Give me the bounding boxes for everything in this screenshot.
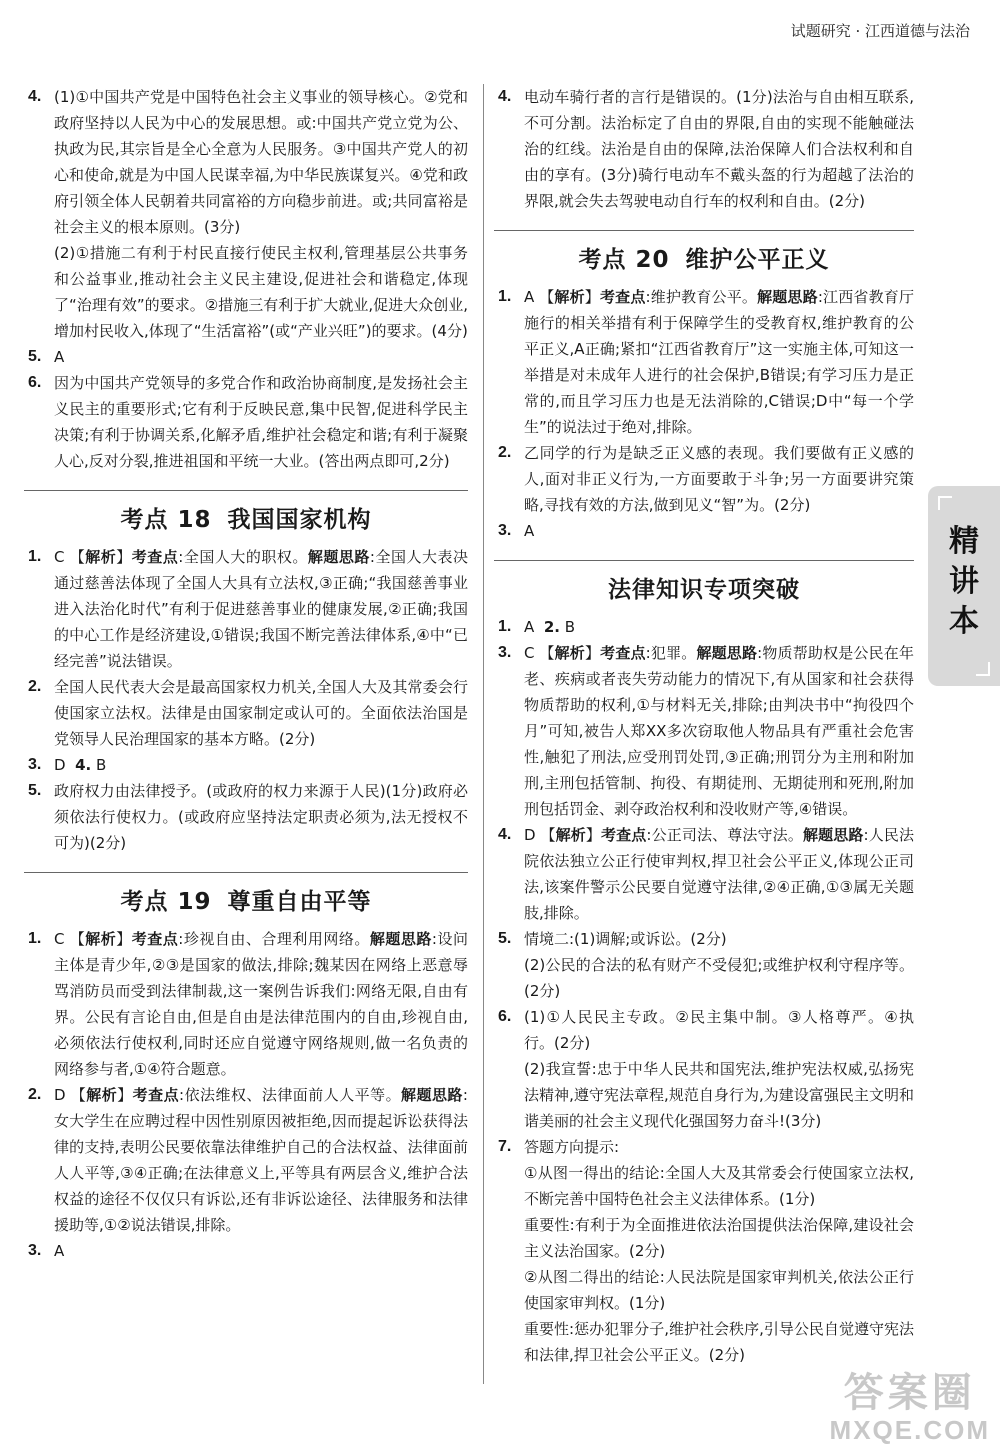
answer-item: [24, 84, 468, 344]
punct: 】: [116, 548, 132, 566]
answer-item: [494, 84, 914, 214]
section-rule: [494, 230, 914, 231]
item-number: 1.: [28, 548, 42, 565]
section-title-law: 法律知识专项突破: [608, 577, 800, 603]
answer-text: :犯罪。: [645, 644, 697, 662]
watermark-logo: [830, 1371, 990, 1446]
answer-text: B: [96, 756, 107, 774]
item-number: 1.: [498, 288, 512, 305]
keyword: 考查点: [601, 826, 647, 844]
bracket-icon: [976, 662, 990, 676]
answer-text: :物质帮助权是公民在年老、疾病或者丧失劳动能力的情况下,有从国家和社会获得物质帮助的权利,①与材料无关,排除;由判决书中“拘役四个月”可知,被告人郑XX多次窃取他人物品具有严重社会危害性,触犯了刑法,应受刑罚处罚,③正确;刑罚分为主刑和附加刑,主刑包括管制、拘役、有期徒刑、无期徒刑和死刑,附加刑包括罚金、剥夺政治权利和没收财产等,④错误。: [524, 644, 914, 818]
keyword: 考查点: [132, 1086, 180, 1104]
answer-text: (2)公民的合法的私有财产不受侵犯;或维护权利守程序等。(2分): [524, 956, 914, 1000]
answer-text: 因为中国共产党领导的多党合作和政治协商制度,是发扬社会主义民主的重要形式;它有利于反映民意,集中民智,促进科学民主决策;有利于协调关系,化解矛盾,维护社会稳定和谐;有利于凝聚人心,反对分裂,推进祖国和平统一大业。(答出两点即可,2分): [54, 374, 468, 470]
punct: 】: [117, 1086, 133, 1104]
keyword: 解析: [554, 288, 585, 306]
answer-text: A: [524, 522, 535, 540]
answer-item: [494, 822, 914, 926]
answer-item: [494, 440, 914, 518]
answer-text: :江西省教育厅施行的相关举措有利于保障学生的受教育权,维护教育的公平正义,A正确;紧扣“江西省教育厅”这一实施主体,可知这一举措是对未成年人进行的社会保护,B错误;有学习压力是正常的,而且学习压力也是无法消除的,C错误;D中“每一个学生”的说法过于绝对,排除。: [524, 288, 914, 436]
answer-item: [24, 370, 468, 474]
keyword: 考查点: [131, 548, 179, 566]
answer-item: [24, 674, 468, 752]
keyword: 解题思路: [369, 930, 432, 948]
answer-text: A: [524, 618, 535, 636]
answer-text: (1)①人民民主专政。②民主集中制。③人格尊严。④执行。(2分): [524, 1008, 914, 1052]
answer-choice: D 【: [54, 1086, 87, 1104]
answer-text: 电动车骑行者的言行是错误的。(1分)法治与自由相互联系,不可分割。法治标定了自由的界限,自由的实现不能触碰法治的红线。法治是自由的保障,法治保障人们合法权利和自由的享有。(3分)骑行电动车不戴头盔的行为超越了法治的界限,就会失去驾驶电动自行车的权利和自由。(2分): [524, 88, 914, 210]
keyword: 解析: [85, 930, 117, 948]
watermark-url: MXQE.COM: [829, 1415, 990, 1445]
answer-item: [494, 640, 914, 822]
section-rule: [494, 560, 914, 561]
item-number: 3.: [498, 522, 512, 539]
answer-item: [24, 544, 468, 674]
answer-text: ①从图一得出的结论:全国人大及其常委会行使国家立法权,不断完善中国特色社会主义法律体系。(1分): [524, 1164, 914, 1208]
keyword: 考查点: [599, 288, 646, 306]
answer-text: 全国人民代表大会是最高国家权力机关,全国人大及其常委会行使国家立法权。法律是由国家制定或认可的。全面依法治国是党领导人民治理国家的基本方略。(2分): [54, 678, 468, 748]
answer-text: 乙同学的行为是缺乏正义感的表现。我们要做有正义感的人,面对非正义行为,一方面要敢于斗争;另一方面要讲究策略,寻找有效的方法,做到见义“智”为。(2分): [524, 444, 914, 514]
item-number: 2.: [28, 1086, 42, 1103]
answer-text: :依法维权、法律面前人人平等。: [179, 1086, 402, 1104]
item-number: 2.: [543, 618, 560, 636]
item-number: 5.: [28, 348, 42, 365]
item-number: 2.: [28, 678, 42, 695]
section-title-20: [494, 241, 914, 274]
item-number: 4.: [28, 88, 42, 105]
section-number: 考点 19: [120, 889, 212, 915]
answer-text: :全国人大的职权。: [178, 548, 308, 566]
punct: 】: [584, 644, 601, 662]
keyword: 考查点: [131, 930, 179, 948]
answer-text: B: [564, 618, 576, 636]
item-number: 3.: [28, 1242, 42, 1259]
answer-choice: D 【: [524, 826, 556, 844]
right-column: [494, 84, 914, 1368]
answer-text: :全国人大表决通过慈善法体现了全国人大具有立法权,③正确;“我国慈善事业进入法治化时代”有利于促进慈善事业的健康发展,②正确;我国的中心工作是经济建设,①错误;我国不断完善法律体系,④中“已经完善”说法错误。: [54, 548, 468, 670]
running-header: 试题研究 · 江西道德与法治: [790, 22, 970, 40]
keyword: 解题思路: [696, 644, 758, 662]
watermark-text: 答案圈: [843, 1371, 976, 1415]
bracket-icon: [938, 496, 952, 510]
answer-item: [494, 1134, 914, 1368]
item-number: 4.: [75, 756, 92, 774]
answer-text: 政府权力由法律授予。(或政府的权力来源于人民)(1分)政府必须依法行使权力。(或政府应坚持法定职责必须为,法无授权不可为)(2分): [54, 782, 468, 852]
answer-item: [494, 926, 914, 1004]
item-number: 4.: [498, 826, 512, 843]
answer-item: [24, 752, 468, 778]
answer-choice: A 【: [524, 288, 555, 306]
answer-item: [494, 614, 914, 640]
answer-text: A: [54, 1242, 65, 1260]
answer-item: [494, 1004, 914, 1134]
answer-text: (2)①措施二有利于村民直接行使民主权利,管理基层公共事务和公益事业,推动社会主义民主建设,促进社会和谐稳定,体现了“治理有效”的要求。②措施三有利于扩大就业,促进大众创业,增加村民收入,体现了“生活富裕”(或“产业兴旺”)的要求。(4分): [54, 244, 468, 340]
section-rule: [24, 490, 468, 491]
answer-text: (2)我宣誓:忠于中华人民共和国宪法,维护宪法权威,弘扬宪法精神,遵守宪法章程,规范自身行为,为建设富强民主文明和谐美丽的社会主义现代化强国努力奋斗!(3分): [524, 1060, 914, 1130]
answer-text: :人民法院依法独立公正行使审判权,捍卫社会公平正义,体现公正司法,该案件警示公民要自觉遵守法律,②④正确,①③属无关题肢,排除。: [524, 826, 914, 922]
item-number: 3.: [28, 756, 42, 773]
keyword: 解析: [554, 644, 585, 662]
keyword: 解析: [555, 826, 586, 844]
item-number: 5.: [498, 930, 512, 947]
keyword: 解析: [86, 1086, 118, 1104]
keyword: 考查点: [600, 644, 646, 662]
section-number: 考点 18: [120, 507, 212, 533]
answer-item: [24, 778, 468, 856]
item-number: 1.: [498, 618, 512, 635]
item-number: 7.: [498, 1138, 512, 1155]
section-rule: [24, 872, 468, 873]
answer-text: D: [54, 756, 66, 774]
left-column: [24, 84, 468, 1264]
keyword: 解题思路: [401, 1086, 463, 1104]
answer-text: (1)①中国共产党是中国特色社会主义事业的领导核心。②党和政府坚持以人民为中心的发展思想。或:中国共产党立党为公、执政为民,其宗旨是全心全意为人民服务。③中国共产党人的初心和使命,就是为中国人民谋幸福,为中华民族谋复兴。④党和政府引领全体人民朝着共同富裕的方向稳步前进。或;共同富裕是社会主义的根本原则。(3分): [54, 88, 468, 236]
punct: 】: [116, 930, 132, 948]
section-title-19: [24, 883, 468, 916]
item-number: 6.: [498, 1008, 512, 1025]
answer-text: 重要性:有利于为全面推进依法治国提供法治保障,建设社会主义法治国家。(2分): [524, 1216, 914, 1260]
answer-choice: C 【: [524, 644, 555, 662]
answer-choice: C 【: [54, 930, 86, 948]
answer-text: :维护教育公平。: [645, 288, 758, 306]
side-tab-label: 精 讲 本: [949, 524, 979, 639]
keyword: 解析: [85, 548, 117, 566]
answer-text: 情境二:(1)调解;或诉讼。(2分): [524, 930, 727, 948]
keyword: 解题思路: [757, 288, 818, 306]
punct: 】: [584, 288, 600, 306]
side-tab: [928, 486, 1000, 686]
answer-text: ②从图二得出的结论:人民法院是国家审判机关,依法公正行使国家审判权。(1分): [524, 1268, 914, 1312]
item-number: 5.: [28, 782, 42, 799]
answer-item: [494, 518, 914, 544]
answer-item: [24, 926, 468, 1082]
item-number: 4.: [498, 88, 512, 105]
keyword: 解题思路: [307, 548, 370, 566]
keyword: 解题思路: [802, 826, 864, 844]
answer-item: [24, 344, 468, 370]
section-number: 考点 20: [578, 247, 670, 273]
item-number: 3.: [498, 644, 512, 661]
answer-text: 重要性:惩办犯罪分子,维护社会秩序,引导公民自觉遵守宪法和法律,捍卫社会公平正义。(2分): [524, 1320, 914, 1364]
answer-choice: C 【: [54, 548, 86, 566]
section-title-18: [24, 501, 468, 534]
column-divider: [483, 84, 484, 1384]
answer-item: [24, 1082, 468, 1238]
answer-text: :女大学生在应聘过程中因性别原因被拒绝,因而提起诉讼获得法律的支持,表明公民要依靠法律维护自己的合法权益、法律面前人人平等,③④正确;在法律意义上,平等具有两层含义,维护合法权益的途径不仅仅只有诉讼,还有非诉讼途径、法律服务和法律援助等,①②说法错误,排除。: [54, 1086, 468, 1234]
punct: 】: [585, 826, 602, 844]
section-name: 我国国家机构: [227, 507, 372, 533]
answer-text: :珍视自由、合理利用网络。: [178, 930, 370, 948]
answer-text: 答题方向提示:: [524, 1138, 620, 1156]
item-number: 6.: [28, 374, 42, 391]
answer-item: [494, 284, 914, 440]
answer-text: A: [54, 348, 65, 366]
answer-item: [24, 1238, 468, 1264]
answer-text: :公正司法、尊法守法。: [646, 826, 803, 844]
section-name: 尊重自由平等: [227, 889, 372, 915]
answer-text: :设问主体是青少年,②③是国家的做法,排除;魏某因在网络上恶意辱骂消防员而受到法律制裁,这一案例告诉我们:网络无限,自由有界。公民有言论自由,但是自由是法律范围内的自由,珍视自由,必须依法行使权利,同时还应自觉遵守网络规则,做一名负责的网络参与者,①④符合题意。: [54, 930, 468, 1078]
item-number: 2.: [498, 444, 512, 461]
section-name: 维护公平正义: [685, 247, 830, 273]
item-number: 1.: [28, 930, 42, 947]
